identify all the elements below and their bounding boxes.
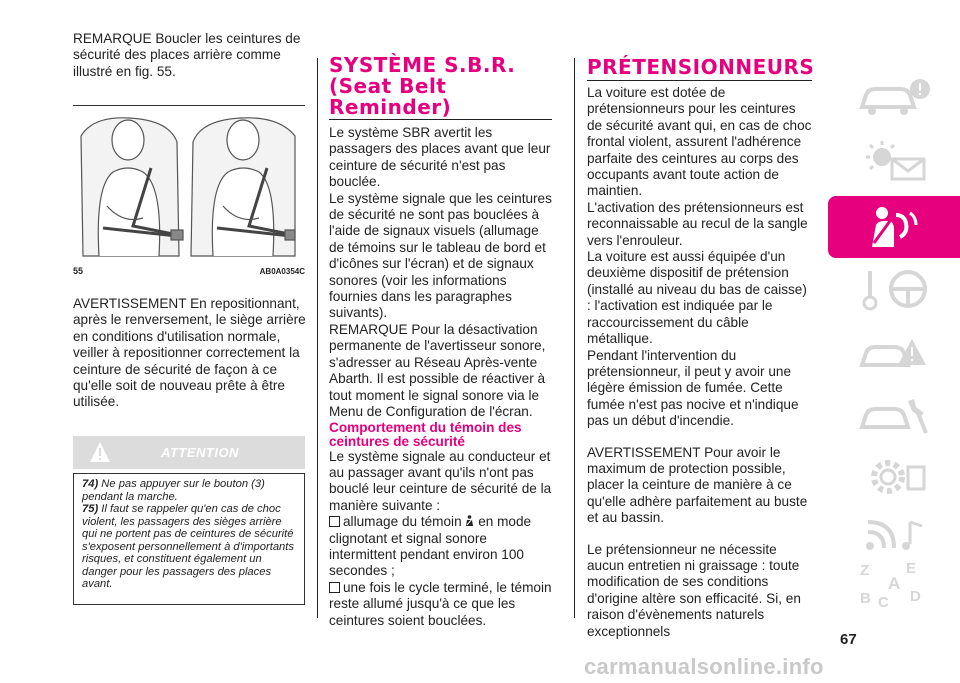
sbr-title-line3: Reminder) [329, 95, 452, 119]
warning-block [73, 296, 306, 411]
attention-label: ATTENTION [161, 445, 239, 460]
attention-header [73, 436, 305, 469]
title-rule [329, 119, 552, 120]
pret-paragraph-1: La voiture est dotée de prétensionneurs pour les ceintures de sécurité avant qui, en cas de choc frontal violent, assurent l'adhérence parfaite des ceintures au corps des occupants avant toute action de maintien. [587, 85, 812, 199]
bullet-square-icon [329, 516, 340, 527]
remark-text: REMARQUE Boucler les ceintures de sécurité des places arrière comme illustré en fig. 55. [73, 31, 301, 79]
tab-emergency[interactable] [828, 320, 960, 382]
figure-number: 55 [73, 266, 84, 276]
column-divider [317, 58, 318, 618]
pret-paragraph-2: L'activation des prétensionneurs est reconnaissable au recul de la sangle vers l'enrouleur. [587, 199, 808, 248]
figure-55 [73, 105, 305, 278]
pretensioners-title: PRÉTENSIONNEURS [587, 55, 815, 79]
pret-paragraph-4: Pendant l'intervention du prétensionneur, il peut y avoir une légère émission de fumée. Cette fumée n'est pas nocive et n'indique pas un début d'incendie. [587, 347, 799, 429]
tab-vehicle-info[interactable] [828, 66, 960, 128]
index-letters-icon: Z E A B C D [860, 560, 921, 611]
bullet-2: une fois le cycle terminé, le témoin reste allumé jusqu'à ce que les ceintures soient bouclées. [329, 579, 552, 628]
sbr-paragraph-2: Le système signale que les ceintures de sécurité ne sont pas bouclées à l'aide de signaux visuels (allumage de témoins sur le tableau de bord et d'icônes sur l'écran) et de signaux sonores (voir les informations fournies dans les paragraphes suivants). [329, 190, 552, 321]
bullet-square-icon [329, 582, 340, 593]
tab-index[interactable] [828, 558, 960, 614]
car-crash-icon [854, 329, 934, 373]
attention-body [73, 473, 305, 605]
car-info-icon [854, 75, 934, 119]
seatbelt-warning-icon [465, 515, 474, 527]
car-wrench-icon [854, 393, 934, 437]
watermark[interactable]: carmanualsonline.info [584, 654, 824, 679]
tab-maintenance[interactable] [828, 384, 960, 446]
sbr-paragraph-3: REMARQUE Pour la désactivation permanente de l'avertisseur sonore, s'adresser au Réseau Après-vente Abarth. Il est possible de réactiver à tout moment le signal sonore via le Menu de Configuration de l'écran. [329, 321, 546, 419]
warning-text: AVERTISSEMENT En repositionnant, après le renversement, le siège arrière en conditions d'utilisation normale, veiller à repositionner correctement la ceinture de sécurité de façon à ce qu'elle soit de nouveau prête à être utilisée. [73, 296, 306, 410]
pret-paragraph-5: AVERTISSEMENT Pour avoir le maximum de protection possible, placer la ceinture de manière à ce qu'elle adhère parfaitement au buste et au bassin. [587, 444, 808, 526]
sbr-paragraph-1: Le système SBR avertit les passagers des places avant que leur ceinture de sécurité n'est pas bouclée. [329, 125, 551, 190]
bullet-1: allumage du témoin en mode clignotant et signal sonore intermittent pendant environ 100 secondes ; [329, 514, 532, 579]
pret-paragraph-3: La voiture est aussi équipée d'un deuxième dispositif de prétension (installé au niveau du bas de caisse) : l'activation est indiquée par le raccourcissement du câble métallique. [587, 249, 807, 347]
sbr-title-line1: SYSTÈME S.B.R. [329, 53, 516, 77]
attention-item-74: 74) Ne pas appuyer sur le bouton (3) pendant la marche. [82, 478, 265, 503]
tab-starting-driving[interactable] [828, 258, 960, 320]
subhead-line1: Comportement du témoin des [329, 420, 522, 436]
page-number: 67 [840, 631, 857, 648]
pret-paragraph-6: Le prétensionneur ne nécessite aucun entretien ni graissage : toute modification de ses conditions d'origine altère son efficacité. Si, en raison d'évènements naturels exceptionnels [587, 541, 801, 639]
key-steering-icon [854, 267, 934, 311]
tab-warning-lights[interactable] [828, 130, 960, 192]
satellite-music-icon [854, 514, 934, 558]
subhead-line2: ceintures de sécurité [329, 433, 465, 449]
sbr-paragraph-4: Le système signale au conducteur et au passager avant qu'ils n'ont pas bouclé leur ceinture de sécurité de la manière suivante : [329, 448, 552, 513]
gear-icon [854, 455, 934, 499]
sbr-title-line2: (Seat Belt [329, 74, 447, 98]
tab-safety[interactable] [828, 196, 960, 258]
title-rule [587, 80, 812, 81]
sun-envelope-icon [854, 139, 934, 183]
tab-technical-data[interactable] [828, 446, 960, 508]
rear-seats-illustration [73, 106, 305, 266]
column-divider [574, 58, 575, 618]
attention-item-75: 75) Il faut se rappeler qu'en cas de choc violent, les passagers des sièges arrière qui ne portent pas de ceintures de sécurité s'exposent personnellement à d'importants risques, et constituent également un danger pour les passagers des places avant. [82, 503, 294, 590]
figure-code: AB0A0354C [259, 267, 305, 276]
seatbelt-airbag-icon [854, 203, 934, 251]
